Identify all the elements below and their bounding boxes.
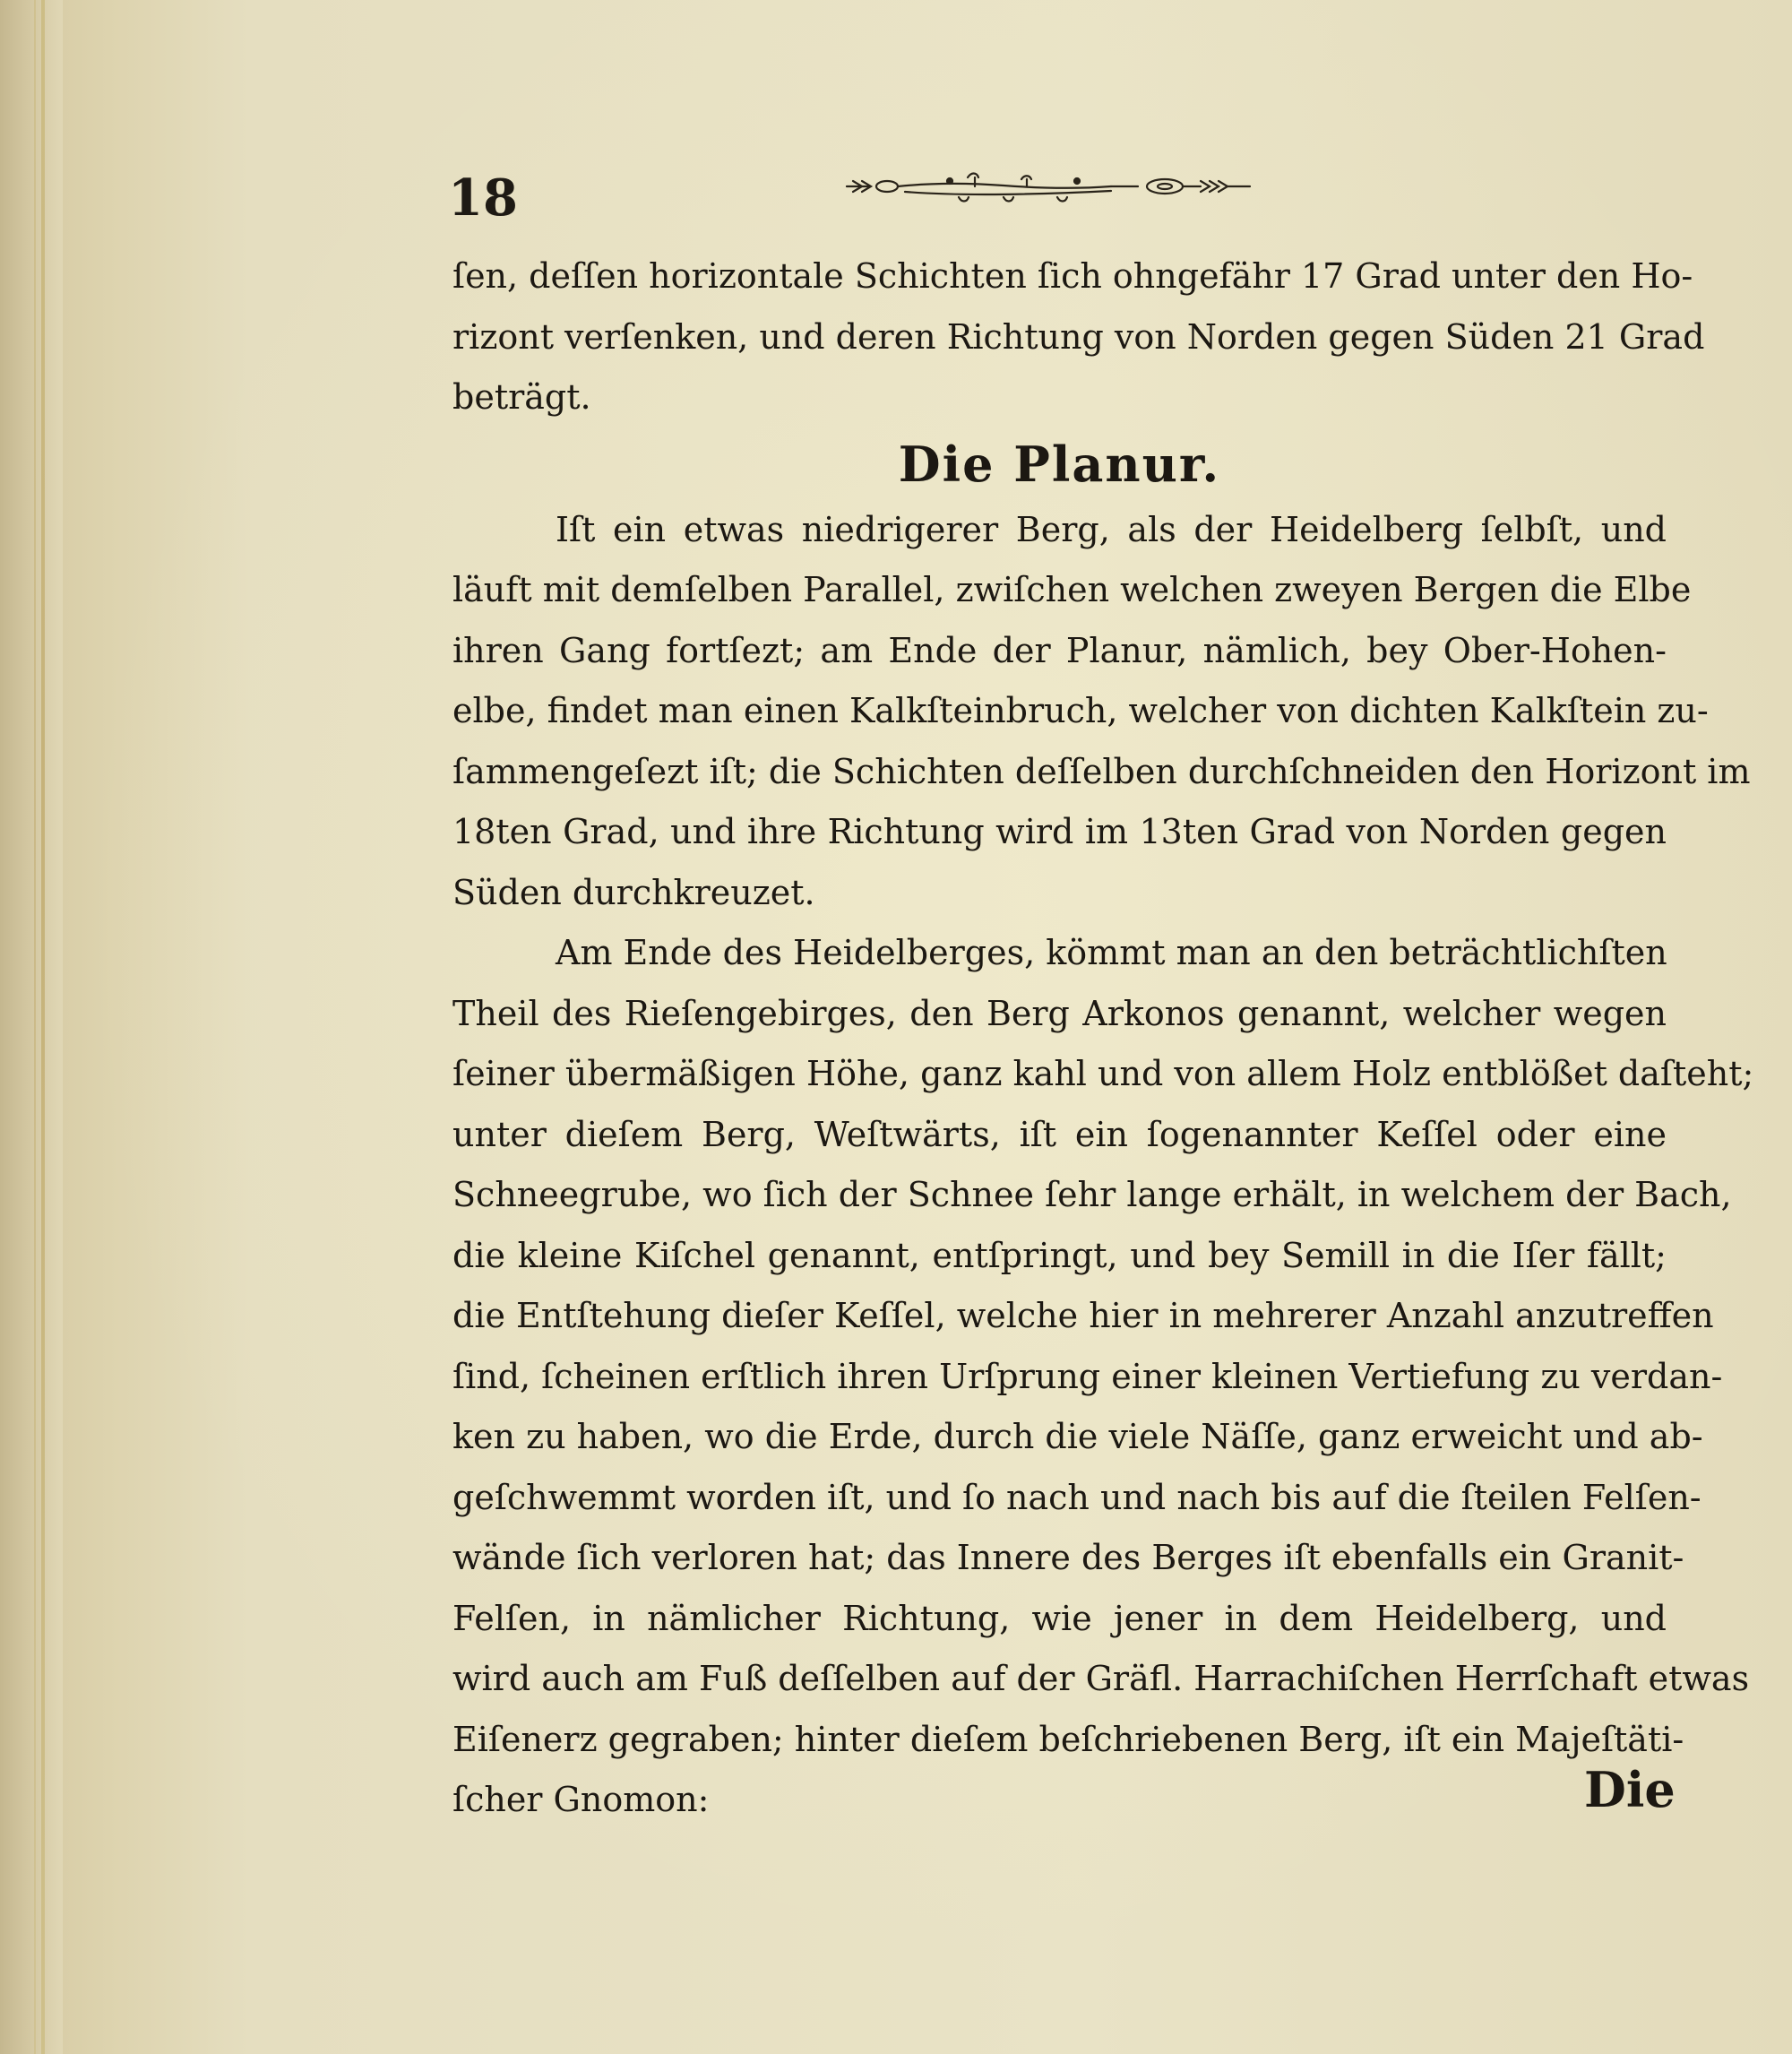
- text-line: ihren Gang fortſezt; am Ende der Planur, nämlich, bey Ober-Hohen-: [452, 630, 1667, 670]
- text-line: Theil des Rieſengebirges, den Berg Arkonos genannt, welcher wegen: [452, 993, 1667, 1033]
- text-line: die Entſtehung dieſer Keſſel, welche hier in mehrerer Anzahl anzutreffen: [452, 1296, 1714, 1335]
- header-ornament-icon: [842, 161, 1254, 211]
- text-line: wände ſich verloren hat; das Innere des Berges iſt ebenfalls ein Granit-: [452, 1538, 1684, 1577]
- body-text: [452, 246, 1754, 1831]
- fold-line-secondary: [34, 0, 36, 2054]
- text-line: Iſt ein etwas niedrigerer Berg, als der Heidelberg ſelbſt, und: [556, 509, 1667, 549]
- text-line: wird auch am Fuß deſſelben auf der Gräfl. Harrachiſchen Herrſchaft etwas: [452, 1659, 1750, 1698]
- text-line: Felſen, in nämlicher Richtung, wie jener in dem Heidelberg, und: [452, 1598, 1667, 1638]
- binding-gutter: [0, 0, 63, 2054]
- text-line: Süden durchkreuzet.: [452, 872, 815, 912]
- text-line: 18ten Grad, und ihre Richtung wird im 13ten Grad von Norden gegen: [452, 812, 1667, 851]
- fold-line: [41, 0, 45, 2054]
- text-line: läuft mit demſelben Parallel, zwiſchen welchen zweyen Bergen die Elbe: [452, 570, 1692, 609]
- page-number: 18: [448, 168, 518, 228]
- text-line: ſcher Gnomon:: [452, 1780, 710, 1819]
- text-line: ſeiner übermäßigen Höhe, ganz kahl und von allem Holz entblößet daſteht;: [452, 1054, 1754, 1093]
- section-heading: Die Planur.: [898, 435, 1221, 493]
- text-line: ken zu haben, wo die Erde, durch die viele Näſſe, ganz erweicht und ab-: [452, 1417, 1703, 1456]
- text-line: unter dieſem Berg, Weſtwärts, iſt ein ſogenannter Keſſel oder eine: [452, 1114, 1667, 1154]
- text-line: elbe, findet man einen Kalkſteinbruch, welcher von dichten Kalkſtein zu-: [452, 691, 1709, 730]
- text-line: ſind, ſcheinen erſtlich ihren Urſprung einer kleinen Vertiefung zu verdan-: [452, 1356, 1723, 1396]
- text-line: geſchwemmt worden iſt, und ſo nach und nach bis auf die ſteilen Felſen-: [452, 1477, 1702, 1517]
- catchword: Die: [1584, 1761, 1676, 1818]
- text-line: ſammengeſezt iſt; die Schichten deſſelben durchſchneiden den Horizont im: [452, 751, 1751, 791]
- text-line: Am Ende des Heidelberges, kömmt man an den beträchtlichſten: [556, 933, 1667, 972]
- text-line: Eiſenerz gegraben; hinter dieſem beſchriebenen Berg, iſt ein Majeſtäti-: [452, 1719, 1684, 1759]
- text-line: Schneegrube, wo ſich der Schnee ſehr lange erhält, in welchem der Bach,: [452, 1175, 1732, 1214]
- text-line: rizont verſenken, und deren Richtung von Norden gegen Süden 21 Grad: [452, 316, 1705, 357]
- text-line: ſen, deſſen horizontale Schichten ſich ohngefähr 17 Grad unter den Ho-: [452, 256, 1693, 296]
- text-line: beträgt.: [452, 377, 591, 417]
- text-line: die kleine Kiſchel genannt, entſpringt, und bey Semill in die Iſer fällt;: [452, 1235, 1667, 1275]
